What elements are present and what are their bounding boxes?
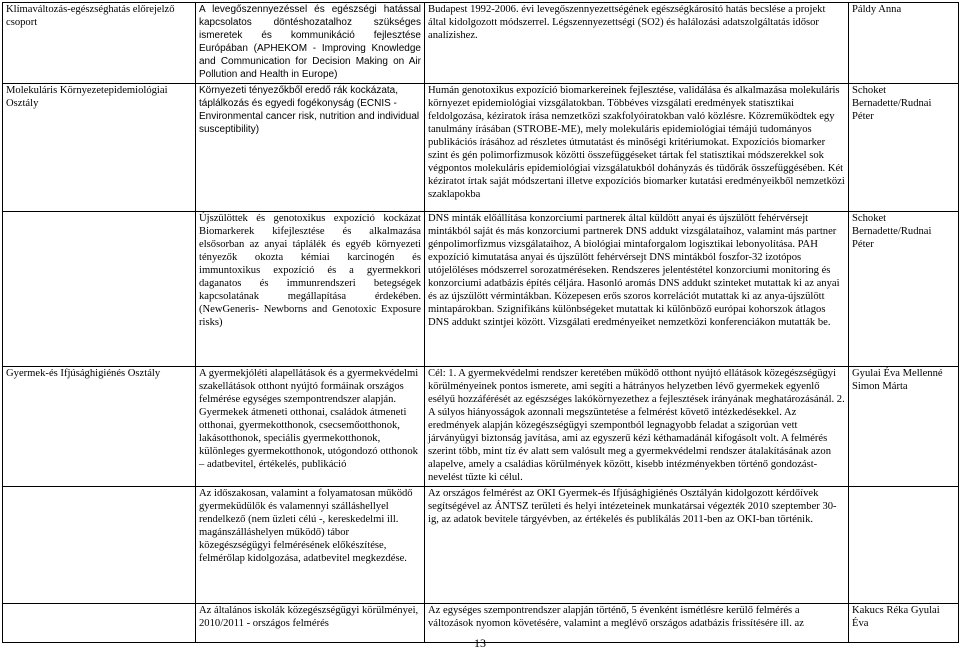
description-cell: Budapest 1992-2006. évi levegőszennyezettségének egészségkárosító hatás becslése a projekt által kidolgozott módszerrel. Légszennyezettségi (SO2) és halálozási adatszolgáltatás idősor analízishez. xyxy=(425,3,849,84)
table-row xyxy=(3,487,959,604)
project-cell: Újszülöttek és genotoxikus expozíció kockázat Biomarkerek kifejlesztése és alkalmazása elsősorban az anyai táplálék és egyéb környezeti tényezők okozta kémiai karcinogén és immuntoxikus expozíció és a gyermekkori daganatos és immunrendszeri betegségek kapcsolatának megállapítása érdekében. (NewGeneris- Newborns and Genotoxic Exposure risks) xyxy=(196,212,425,367)
description-cell: Az országos felmérést az OKI Gyermek-és Ifjúsághigiénés Osztályán kidolgozott kérdőívek segítségével az ÁNTSZ területi és helyi intézeteinek munkatársai végezték 2010 szeptember 30-ig, az adatok bevitele tárgyévben, az értékelés és publikálás 2011-ben az OKI-ban történik. xyxy=(425,487,849,604)
description-cell: Humán genotoxikus expozíció biomarkereinek fejlesztése, validálása és alkalmazása molekuláris környezet epidemiológiai vizsgálatokban. Többéves vizsgálati eredmények statisztikai feldolgozása, kéziratok írása nemzetközi szakfolyóiratokban való közlésre. Közreműködtek egy tanulmány írásában (STROBE-ME), mely molekuláris epidemiológiai témájú tudományos publikációs írásához ad részletes útmutatást és minőségi kritériumokat. Expozíciós biomarker szint és gén polimorfizmusok közötti összefüggéseket tártak fel statisztikai módszerekkel sok végpontos molekuláris epidemiológiai vizsgálatukból dohányzás és tüdőrák összefüggésében. Két kéziratot írtak saját módszertani illetve expozíciós biomarker kutatási eredményeikből nemzetközi szaklapokba xyxy=(425,84,849,212)
people-cell: Páldy Anna xyxy=(849,3,959,84)
unit-cell: Molekuláris Környezetepidemiológiai Osztály xyxy=(3,84,196,212)
project-text: A levegőszennyezéssel és egészségi hatással kapcsolatos döntéshozatalhoz szükséges ismeretek és kommunikáció fejlesztése Európában (APHEKOM - Improving Knowledge and Communication for Decision Making on Air Pollution and Health in Europe) xyxy=(199,4,421,80)
unit-cell xyxy=(3,487,196,604)
page-number: 13 xyxy=(474,636,486,650)
project-cell: Az általános iskolák közegészségügyi körülményei, 2010/2011 - országos felmérés xyxy=(196,604,425,643)
description-cell: Az egységes szempontrendszer alapján történő, 5 évenként ismétlésre kerülő felmérés a változások nyomon követésére, valamint a meglévő országos adatbázis frissítésére ill. az xyxy=(425,604,849,643)
people-cell: Kakucs Réka Gyulai Éva xyxy=(849,604,959,643)
project-text: Környezeti tényezőkből eredő rák kockázata, táplálkozás és egyedi fogékonyság (ECNIS - Environmental cancer risk, nutrition and individual susceptibility) xyxy=(199,85,420,135)
description-cell: DNS minták előállítása konzorciumi partnerek által küldött anyai és újszülött fehérvérsejt mintákból saját és más konzorciumi partnerek DNS addukt vizsgálataihoz, valamint más partner génpolimorfizmus vizsgálataihoz, A biológiai mintaforgalom logisztikai lebonyolítása. PAH expozíció kimutatása anyai és újszülött fehérvérsejt DNS mintákból foszfor-32 izotópos utójelöléses módszerrel sorozatméréseken. Rendszeres jelentéstétel konzorciumi monitoring és konzorciumi adatbázis építés céljára. Hasonló aromás DNS addukt szinteket mutattak ki az anyai és az újszülött vérmintákban. Közepesen erős szoros korrelációt mutattak ki az anya-újszülött mintapárokban. Szignifikáns különbségeket mutattak ki különböző európai kohorszok átlagos DNS addukt szintjei között. Vizsgálati eredményeiket nemzetközi konferenciákon mutatták be. xyxy=(425,212,849,367)
table-row xyxy=(3,84,959,212)
people-cell xyxy=(849,487,959,604)
project-cell xyxy=(196,3,425,84)
description-cell: Cél: 1. A gyermekvédelmi rendszer keretében működő otthont nyújtó ellátások közegészségügyi körülményeinek pontos ismerete, ami segíti a hátrányos helyzetben lévő gyermekek egyenlő esélyű hozzáférését az egészséges lakókörnyezethez a fejlesztések irányának meghatározásánál. 2. A súlyos hiányosságok azonnali megszüntetése a felmérést követő intézkedésekkel. Az eredmények alapján közegészségügyi szempontból legnagyobb feladat a szigorúan vett járványügyi biztonság javítása, ami az egyszerű kézi kéthamadánál kifogásolt volt. A felmérés szerint több, mint tíz év alatt sem valósult meg a gyermekvédelmi rendszer átalakításának azon alapelve, amely a családias körülmények között, kisebb intézményekben történő gondozást-nevelést tűzte ki célul. xyxy=(425,367,849,487)
people-cell: Gyulai Éva Mellenné Simon Márta xyxy=(849,367,959,487)
research-table xyxy=(2,2,959,643)
table-row xyxy=(3,3,959,84)
project-cell: Az időszakosan, valamint a folyamatosan működő gyermeküdülők és valamennyi szálláshellyel rendelkező (nem üzleti célú -, kereskedelmi ill. magánszálláshelyen működő) tábor közegészségügyi felmérésének előkészítése, felmérőlap kidolgozása, adatbevitel megkezdése. xyxy=(196,487,425,604)
unit-cell xyxy=(3,604,196,643)
people-cell: Schoket Bernadette/Rudnai Péter xyxy=(849,84,959,212)
project-cell: A gyermekjóléti alapellátások és a gyermekvédelmi szakellátások otthont nyújtó formáinak országos felmérése egységes szempontrendszer alapján. Gyermekek átmeneti otthonai, családok átmeneti otthonai, gyermekotthonok, csecsemőotthonok, lakásotthonok, speciális gyermekotthonok, különleges gyermekotthonok, utógondozó otthonok – adatbevitel, értékelés, publikáció xyxy=(196,367,425,487)
unit-cell: Gyermek-és Ifjúsághigiénés Osztály xyxy=(3,367,196,487)
table-row xyxy=(3,212,959,367)
project-cell xyxy=(196,84,425,212)
table-row xyxy=(3,367,959,487)
people-cell: Schoket Bernadette/Rudnai Péter xyxy=(849,212,959,367)
unit-cell xyxy=(3,212,196,367)
unit-cell: Klímaváltozás-egészséghatás előrejelző csoport xyxy=(3,3,196,84)
